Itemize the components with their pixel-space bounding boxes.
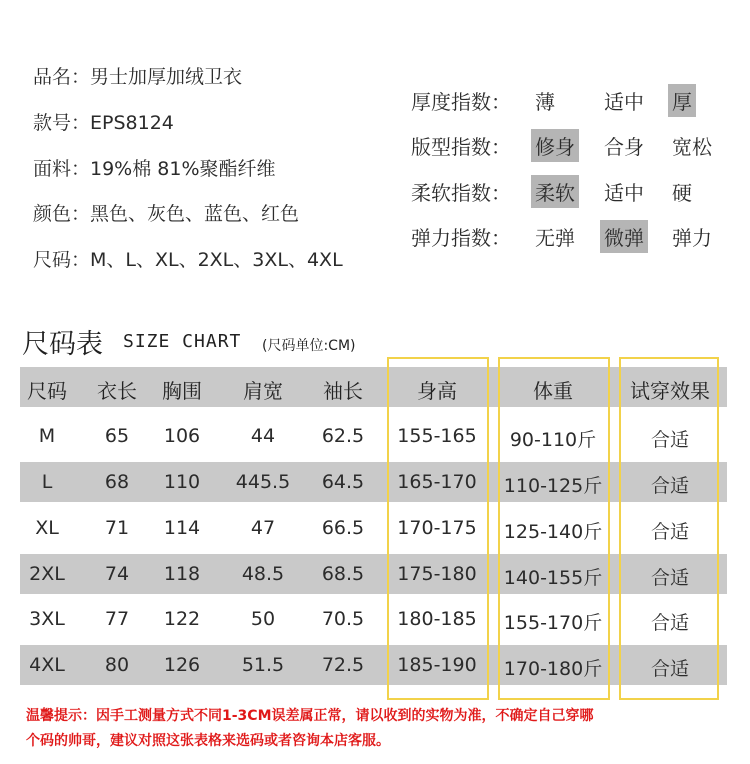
table-cell: 77 bbox=[104, 608, 130, 630]
table-cell: 90-110斤 bbox=[509, 429, 597, 451]
height-column-box bbox=[387, 357, 489, 700]
table-header-cell: 袖长 bbox=[323, 379, 363, 403]
product-sizes: 尺码：M、L、XL、2XL、3XL、4XL bbox=[33, 249, 343, 271]
table-cell: 125-140斤 bbox=[503, 521, 603, 543]
table-cell: 122 bbox=[163, 608, 201, 630]
table-cell: 3XL bbox=[29, 608, 65, 630]
index-option: 修身 bbox=[531, 129, 579, 162]
table-header-cell: 胸围 bbox=[162, 379, 202, 403]
table-cell: 合适 bbox=[650, 658, 690, 680]
table-cell: 80 bbox=[104, 654, 130, 676]
table-cell: 51.5 bbox=[241, 654, 285, 676]
table-cell: 72.5 bbox=[321, 654, 365, 676]
product-fabric: 面料：19%棉 81%聚酯纤维 bbox=[33, 158, 276, 180]
table-header-cell: 试穿效果 bbox=[630, 379, 710, 403]
table-cell: XL bbox=[35, 517, 59, 539]
product-colors: 颜色：黑色、灰色、蓝色、红色 bbox=[33, 203, 300, 225]
table-cell: 170-175 bbox=[397, 517, 477, 539]
table-cell: 175-180 bbox=[397, 563, 477, 585]
table-cell: 126 bbox=[163, 654, 201, 676]
index-option: 薄 bbox=[535, 90, 555, 114]
table-cell: 445.5 bbox=[235, 471, 291, 493]
notice-line-1: 温馨提示：因手工测量方式不同1-3CM误差属正常，请以收到的实物为准，不确定自己穿哪 bbox=[26, 708, 594, 724]
table-cell: 180-185 bbox=[397, 608, 477, 630]
index-option: 柔软 bbox=[531, 175, 579, 208]
index-option: 宽松 bbox=[672, 135, 712, 159]
table-cell: 74 bbox=[104, 563, 130, 585]
table-cell: 合适 bbox=[650, 567, 690, 589]
index-option: 适中 bbox=[604, 90, 644, 114]
index-option: 微弹 bbox=[600, 220, 648, 253]
table-cell: 2XL bbox=[29, 563, 65, 585]
table-cell: 155-165 bbox=[397, 425, 477, 447]
table-cell: 110 bbox=[163, 471, 201, 493]
table-cell: 62.5 bbox=[321, 425, 365, 447]
table-cell: 68.5 bbox=[321, 563, 365, 585]
table-cell: 合适 bbox=[650, 521, 690, 543]
table-cell: 48.5 bbox=[241, 563, 285, 585]
index-label: 厚度指数： bbox=[411, 90, 511, 114]
index-option: 厚 bbox=[668, 84, 696, 117]
table-cell: 4XL bbox=[29, 654, 65, 676]
table-cell: 47 bbox=[250, 517, 276, 539]
table-cell: 140-155斤 bbox=[503, 567, 603, 589]
table-cell: 155-170斤 bbox=[503, 612, 603, 634]
table-cell: 68 bbox=[104, 471, 130, 493]
fit-column-box bbox=[619, 357, 719, 700]
table-cell: 合适 bbox=[650, 612, 690, 634]
index-label: 弹力指数： bbox=[411, 226, 511, 250]
table-cell: M bbox=[38, 425, 56, 447]
table-header-cell: 体重 bbox=[533, 379, 573, 403]
index-option: 适中 bbox=[604, 181, 644, 205]
index-label: 柔软指数： bbox=[411, 181, 511, 205]
table-cell: 114 bbox=[163, 517, 201, 539]
table-header-cell: 衣长 bbox=[97, 379, 137, 403]
table-cell: 106 bbox=[163, 425, 201, 447]
notice-line-2: 个码的帅哥，建议对照这张表格来选码或者咨询本店客服。 bbox=[26, 733, 390, 749]
product-name: 品名：男士加厚加绒卫衣 bbox=[33, 66, 243, 88]
table-cell: 185-190 bbox=[397, 654, 477, 676]
table-header-cell: 身高 bbox=[417, 379, 457, 403]
index-option: 硬 bbox=[672, 181, 692, 205]
table-cell: 合适 bbox=[650, 429, 690, 451]
index-label: 版型指数： bbox=[411, 135, 511, 159]
table-cell: 合适 bbox=[650, 475, 690, 497]
table-header-cell: 尺码 bbox=[27, 379, 67, 403]
table-cell: 70.5 bbox=[321, 608, 365, 630]
table-cell: 50 bbox=[250, 608, 276, 630]
table-cell: L bbox=[41, 471, 53, 493]
index-option: 弹力 bbox=[672, 226, 712, 250]
weight-column-box bbox=[498, 357, 610, 700]
index-option: 合身 bbox=[604, 135, 644, 159]
table-cell: 170-180斤 bbox=[503, 658, 603, 680]
size-chart-title: 尺码表 bbox=[22, 329, 103, 360]
table-cell: 44 bbox=[250, 425, 276, 447]
table-header-cell: 肩宽 bbox=[243, 379, 283, 403]
size-chart-unit: (尺码单位:CM) bbox=[262, 338, 356, 354]
index-option: 无弹 bbox=[535, 226, 575, 250]
table-cell: 64.5 bbox=[321, 471, 365, 493]
table-cell: 65 bbox=[104, 425, 130, 447]
table-cell: 165-170 bbox=[397, 471, 477, 493]
table-cell: 118 bbox=[163, 563, 201, 585]
table-cell: 110-125斤 bbox=[503, 475, 603, 497]
size-chart-subtitle: SIZE CHART bbox=[123, 331, 242, 352]
table-cell: 71 bbox=[104, 517, 130, 539]
table-cell: 66.5 bbox=[321, 517, 365, 539]
product-style-number: 款号：EPS8124 bbox=[33, 112, 174, 134]
